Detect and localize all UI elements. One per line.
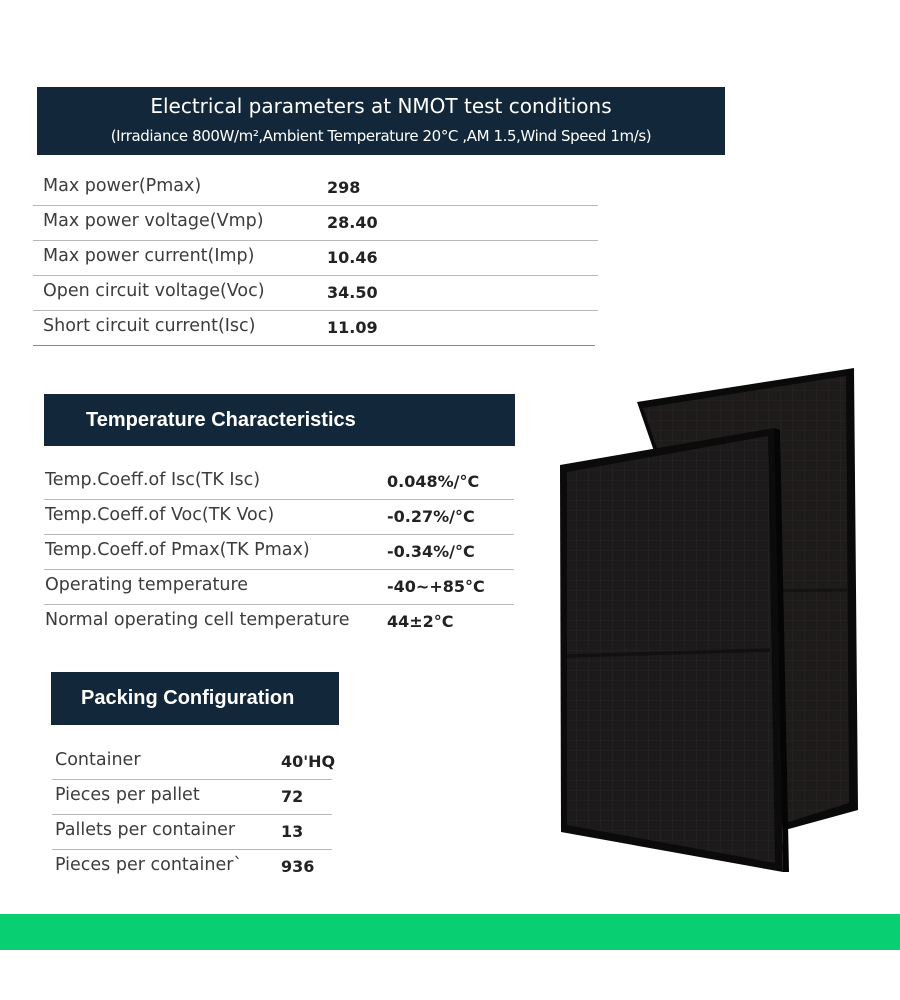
table-row: [44, 535, 514, 570]
nmot-title: Electrical parameters at NMOT test conditions: [150, 94, 612, 118]
param-value: 0.048%/°C: [387, 472, 480, 491]
param-label: Operating temperature: [45, 575, 249, 595]
param-label: Pallets per container: [55, 820, 236, 840]
table-row: [44, 465, 514, 500]
table-row: [52, 780, 332, 815]
accent-footer-bar: [0, 914, 900, 950]
param-value: 936: [281, 857, 315, 876]
table-row: [33, 171, 598, 206]
param-label: Max power voltage(Vmp): [43, 211, 264, 231]
param-label: Open circuit voltage(Voc): [43, 281, 265, 301]
table-row: [52, 745, 336, 780]
temperature-title: Temperature Characteristics: [86, 409, 356, 431]
param-value: 28.40: [327, 213, 378, 232]
table-row: [44, 500, 514, 535]
param-label: Pieces per container`: [55, 855, 243, 875]
param-value: -0.34%/°C: [387, 542, 475, 561]
solar-panel-front: [560, 428, 789, 872]
param-label: Temp.Coeff.of Voc(TK Voc): [45, 505, 275, 525]
solar-panels-image: [540, 360, 880, 890]
packing-title: Packing Configuration: [81, 687, 295, 709]
electrical-parameters-table: [33, 171, 598, 346]
param-label: Pieces per pallet: [55, 785, 200, 805]
table-row: [33, 276, 598, 311]
temperature-characteristics-table: [44, 465, 514, 640]
param-value: 44±2°C: [387, 612, 454, 631]
nmot-subtitle: (Irradiance 800W/m²,Ambient Temperature 20°C ,AM 1.5,Wind Speed 1m/s): [110, 127, 652, 145]
param-label: Normal operating cell temperature: [45, 610, 350, 630]
table-row: [33, 241, 598, 276]
param-value: 11.09: [327, 318, 378, 337]
table-row: [52, 815, 332, 850]
param-value: 72: [281, 787, 304, 806]
param-value: 298: [327, 178, 361, 197]
param-value: 40'HQ: [281, 752, 336, 771]
table-row: [33, 311, 595, 346]
table-row: [44, 570, 514, 605]
table-row: [52, 850, 332, 885]
nmot-header-banner: [37, 87, 725, 155]
table-row: [44, 605, 514, 640]
temperature-header-banner: [44, 394, 515, 446]
param-value: -0.27%/°C: [387, 507, 475, 526]
param-value: 10.46: [327, 248, 378, 267]
param-value: 34.50: [327, 283, 378, 302]
table-row: [33, 206, 598, 241]
param-label: Short circuit current(Isc): [43, 316, 256, 336]
param-label: Temp.Coeff.of Pmax(TK Pmax): [45, 540, 310, 560]
packing-header-banner: [51, 672, 339, 725]
param-value: -40~+85°C: [387, 577, 485, 596]
param-label: Max power current(Imp): [43, 246, 255, 266]
param-label: Temp.Coeff.of Isc(TK Isc): [45, 470, 261, 490]
param-label: Container: [55, 750, 141, 770]
packing-configuration-table: [52, 745, 336, 885]
param-value: 13: [281, 822, 304, 841]
param-label: Max power(Pmax): [43, 176, 202, 196]
